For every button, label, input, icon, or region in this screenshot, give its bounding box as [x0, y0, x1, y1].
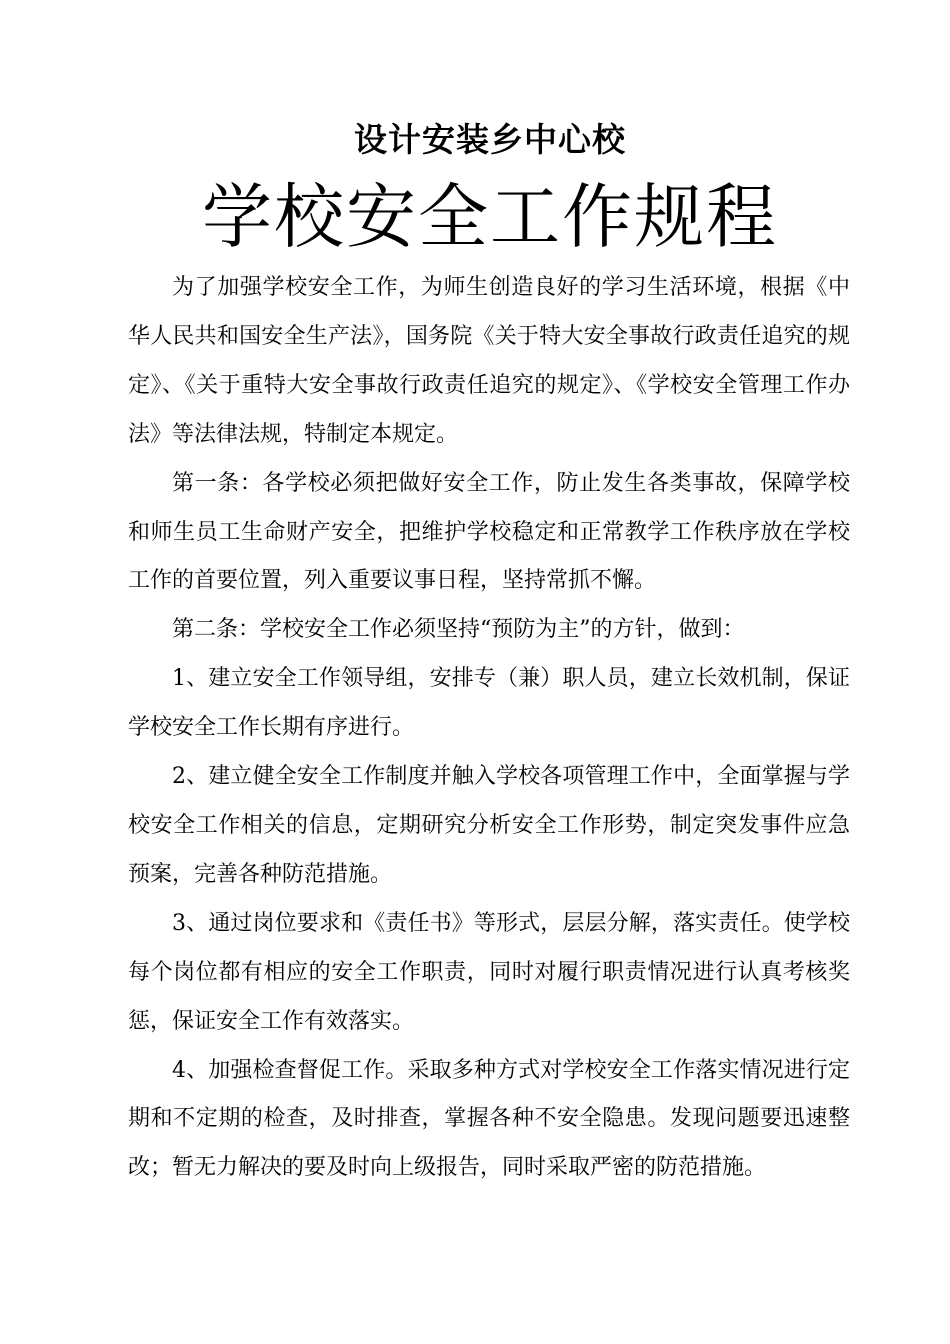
paragraph-item-2: 2、建立健全安全工作制度并触入学校各项管理工作中，全面掌握与学校安全工作相关的信息，定期研究分析安全工作形势，制定突发事件应急预案，完善各种防范措施。: [128, 764, 850, 887]
paragraph-item-1: 1、建立安全工作领导组，安排专（兼）职人员，建立长效机制，保证学校安全工作长期有序进行。: [128, 666, 850, 741]
document-title: 学校安全工作规程: [202, 176, 778, 258]
paragraph-article-2: 第二条：学校安全工作必须坚持“预防为主”的方针，做到：: [172, 617, 745, 643]
document-subtitle: 设计安装乡中心校: [354, 120, 626, 159]
paragraph-intro: 为了加强学校安全工作，为师生创造良好的学习生活环境，根据《中华人民共和国安全生产法》，国务院《关于特大安全事故行政责任追究的规定》、《关于重特大安全事故行政责任追究的规定》、《学校安全管理工作办法》等法律法规，特制定本规定。: [128, 275, 850, 447]
document-body: [128, 264, 850, 1193]
paragraph-item-3: 3、通过岗位要求和《责任书》等形式，层层分解，落实责任。使学校每个岗位都有相应的安全工作职责，同时对履行职责情况进行认真考核奖惩，保证安全工作有效落实。: [128, 910, 850, 1034]
paragraph-item-4: 4、加强检查督促工作。采取多种方式对学校安全工作落实情况进行定期和不定期的检查，及时排查，掌握各种不安全隐患。发现问题要迅速整改；暂无力解决的要及时向上级报告，同时采取严密的防范措施。: [128, 1057, 850, 1181]
paragraph-article-1: 第一条：各学校必须把做好安全工作，防止发生各类事故，保障学校和师生员工生命财产安全，把维护学校稳定和正常教学工作秩序放在学校工作的首要位置，列入重要议事日程，坚持常抓不懈。: [128, 470, 850, 594]
